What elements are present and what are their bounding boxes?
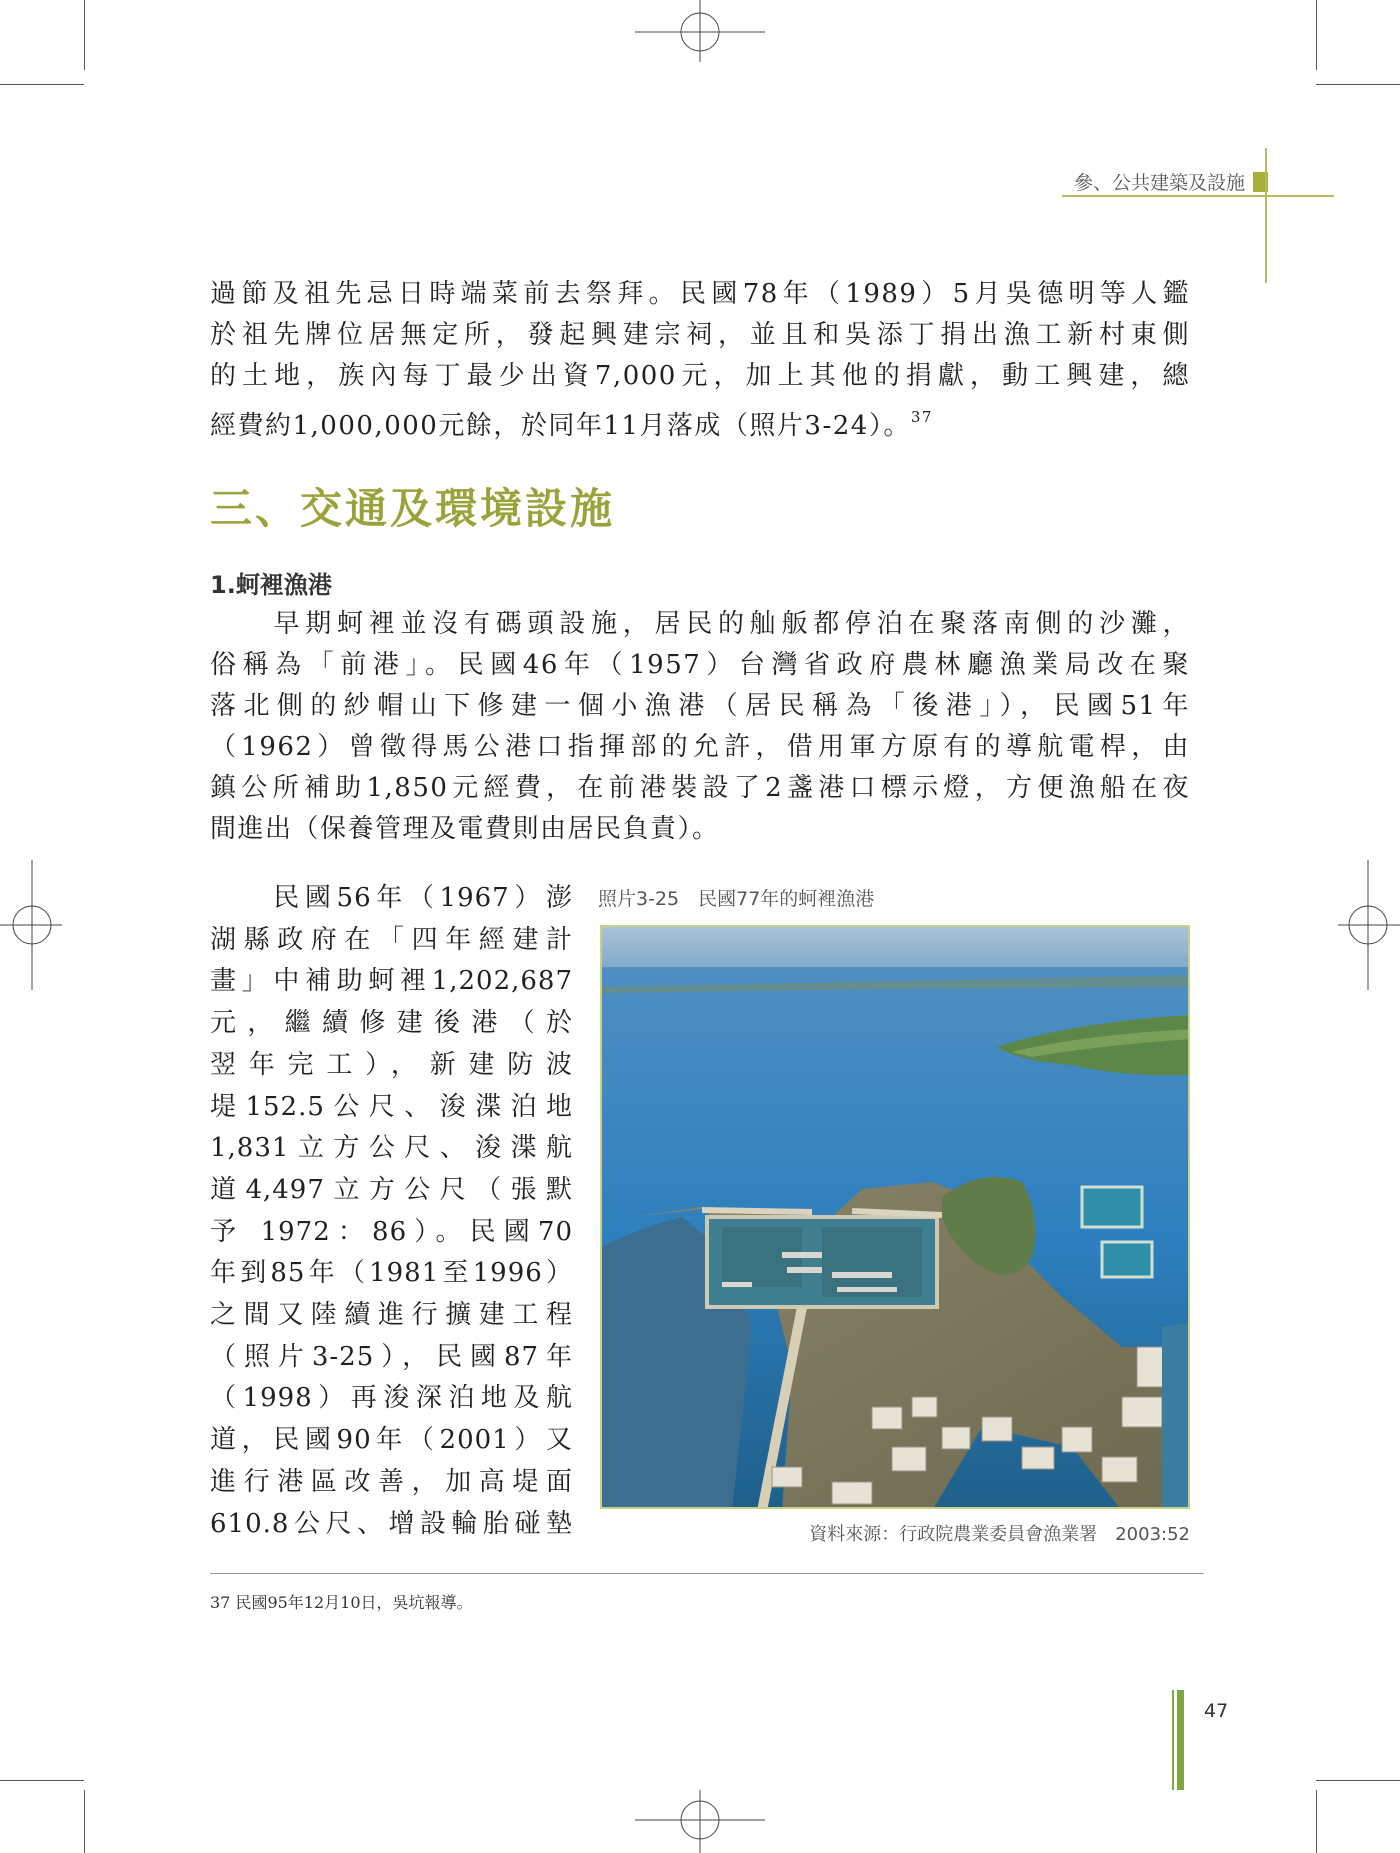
text-line: 年到85年（1981至1996） xyxy=(210,1258,573,1289)
text-line: 間進出（保養管理及電費則由居民負責）。 xyxy=(210,814,720,844)
text-line: 湖縣政府在「四年經建計 xyxy=(210,924,573,955)
registration-mark-icon xyxy=(635,0,765,62)
subsection-title: 1.蚵裡漁港 xyxy=(210,571,332,599)
footnote-rule xyxy=(210,1573,1204,1574)
text-line: 畫」中補助蚵裡1,202,687 xyxy=(210,966,573,997)
text-line: 翌年完工），新建防波 xyxy=(210,1049,573,1080)
text-line: （1962）曾徵得馬公港口指揮部的允許，借用軍方原有的導航電桿，由 xyxy=(210,732,1190,762)
chapter-header: 參、公共建築及設施 xyxy=(1073,172,1245,194)
text-line: （1998）再浚深泊地及航 xyxy=(210,1383,573,1414)
section-title: 三、交通及環境設施 xyxy=(210,484,616,533)
text-line: 1,831立方公尺、浚渫航 xyxy=(210,1133,573,1164)
page-accent-bar xyxy=(1177,1690,1184,1790)
text-line: 610.8公尺、增設輪胎碰墊 xyxy=(210,1508,573,1539)
text-line: 予 1972：86）。民國70 xyxy=(210,1216,573,1247)
text-line: 民國56年（1967）澎 xyxy=(210,883,573,913)
figure-source: 資料來源：行政院農業委員會漁業署 2003:52 xyxy=(809,1524,1190,1545)
text-line: 堤152.5公尺、浚渫泊地 xyxy=(210,1091,573,1122)
header-vertical-rule xyxy=(1265,148,1267,283)
harbor-aerial-illustration xyxy=(602,927,1190,1509)
page-accent-thin xyxy=(1172,1690,1174,1790)
column-paragraph xyxy=(210,878,573,1545)
registration-mark-icon xyxy=(1338,860,1400,990)
intro-paragraph xyxy=(210,274,1190,447)
text-line: 於祖先牌位居無定所，發起興建宗祠，並且和吳添丁捐出漁工新村東側 xyxy=(210,320,1190,350)
page-number: 47 xyxy=(1204,1700,1229,1722)
text-line: 鎮公所補助1,850元經費，在前港裝設了2盞港口標示燈，方便漁船在夜 xyxy=(210,773,1190,803)
text-line: 落北側的紗帽山下修建一個小漁港（居民稱為「後港」），民國51年 xyxy=(210,691,1190,721)
header-rule xyxy=(1062,195,1334,197)
text-line: 道，民國90年（2001）又 xyxy=(210,1425,573,1456)
text-line: 早期蚵裡並沒有碼頭設施，居民的舢舨都停泊在聚落南側的沙灘， xyxy=(210,609,1190,639)
text-line: 進行港區改善，加高堤面 xyxy=(210,1466,573,1497)
text-line: 經費約1,000,000元餘，於同年11月落成（照片3-24）。$^{37}$ xyxy=(210,408,933,441)
figure-caption: 照片3-25 民國77年的蚵裡漁港 xyxy=(598,888,875,910)
footnote-ref[interactable]: 37 xyxy=(910,408,933,426)
registration-mark-icon xyxy=(0,860,62,990)
text-line: 過節及祖先忌日時端菜前去祭拜。民國78年（1989）5月吳德明等人鑑 xyxy=(210,279,1190,309)
harbor-aerial-photo xyxy=(600,925,1190,1509)
registration-mark-icon xyxy=(635,1790,765,1853)
text-line: （照片3-25），民國87年 xyxy=(210,1341,573,1372)
text-line: 俗稱為「前港」。民國46年（1957）台灣省政府農林廳漁業局改在聚 xyxy=(210,650,1190,680)
text-line: 的土地，族內每丁最少出資7,000元，加上其他的捐獻，動工興建，總 xyxy=(210,361,1190,391)
body-paragraph xyxy=(210,604,1190,850)
footnote: 37 民國95年12月10日，吳坑報導。 xyxy=(210,1593,473,1612)
text-line: 之間又陸續進行擴建工程 xyxy=(210,1300,573,1331)
text-line: 元，繼續修建後港（於 xyxy=(210,1008,573,1039)
text-line: 道4,497立方公尺（張默 xyxy=(210,1174,573,1205)
